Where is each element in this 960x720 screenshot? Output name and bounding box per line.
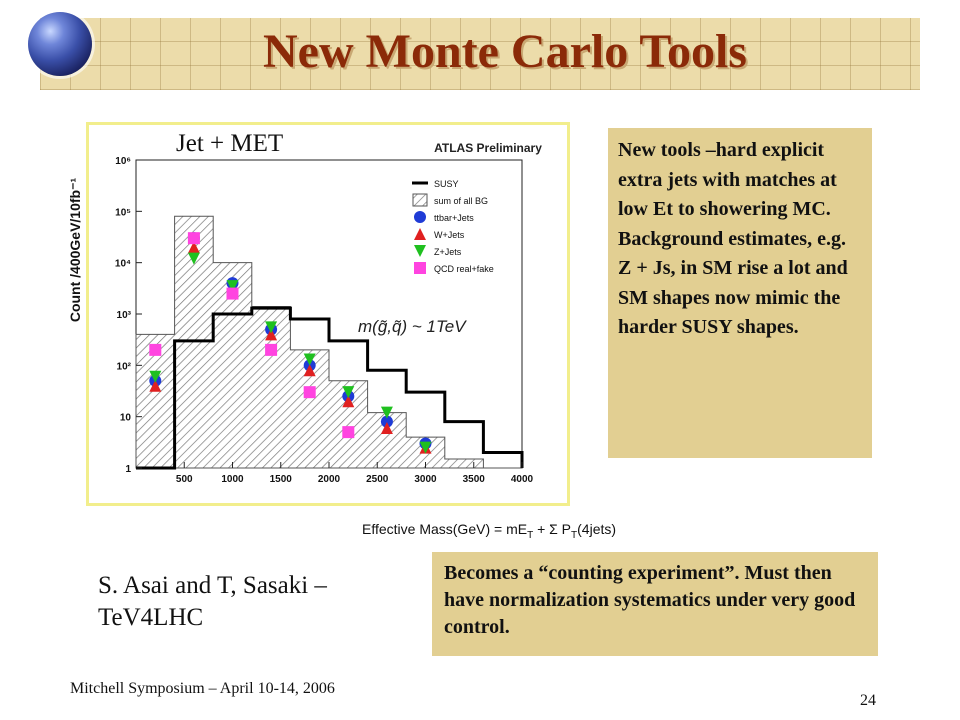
x-tick-label: 3500: [462, 474, 485, 485]
x-axis-label-part: T: [527, 530, 534, 541]
credit-text: S. Asai and T, Sasaki – TeV4LHC: [98, 572, 327, 631]
legend-swatch-bg: [413, 194, 427, 206]
footer-text: Mitchell Symposium – April 10-14, 2006: [70, 680, 335, 697]
x-tick-label: 2500: [366, 474, 389, 485]
legend-label: Z+Jets: [434, 247, 462, 257]
y-tick-label: 10²: [116, 361, 131, 373]
mass-annotation: m(g̃,q̃) ~ 1TeV: [358, 317, 466, 336]
y-axis-label: Count /400GeV/10fb⁻¹: [67, 177, 83, 323]
y-tick-label: 10³: [116, 310, 131, 321]
y-tick-label: 10⁵: [115, 207, 131, 219]
point-qcd-real-fake-0: [149, 344, 161, 356]
jet-met-label: Jet + MET: [176, 130, 284, 157]
slide-title: New Monte Carlo Tools: [263, 25, 747, 78]
point-qcd-real-fake-1: [188, 232, 200, 244]
x-tick-label: 1000: [221, 474, 244, 485]
new-tools-textbox: New tools –hard explicit extra jets with matches at low Et to showering MC. Background estimates, e.g. Z + Js, in SM rise a lot and SM shapes now mimic the harder SUSY shapes.: [608, 128, 872, 458]
x-axis-label-part: (4jets): [577, 521, 617, 537]
legend-label: QCD real+fake: [434, 264, 494, 274]
x-tick-label: 500: [175, 474, 193, 485]
x-axis-label: [362, 521, 616, 541]
x-axis-label-part: + Σ P: [533, 521, 572, 537]
page-number: 24: [860, 692, 876, 709]
x-tick-label: 2000: [317, 474, 341, 485]
x-axis-label-part: T: [571, 530, 578, 541]
legend-label: sum of all BG: [434, 196, 489, 206]
point-qcd-real-fake-5: [342, 426, 354, 438]
legend-swatch-z-jets: [414, 245, 426, 257]
legend-swatch-ttbar-jets: [414, 211, 426, 223]
point-qcd-real-fake-4: [304, 386, 316, 398]
y-tick-label: 1: [125, 464, 131, 475]
legend-swatch-w-jets: [414, 228, 426, 240]
x-tick-label: 1500: [269, 474, 292, 485]
legend-swatch-qcd-real-fake: [414, 262, 426, 274]
x-axis-label-part: Effective Mass(GeV) = mE: [362, 521, 528, 537]
legend-label: W+Jets: [434, 230, 465, 240]
chart-title: ATLAS Preliminary: [434, 141, 542, 155]
y-tick-label: 10⁴: [114, 258, 131, 270]
legend-label: SUSY: [434, 179, 459, 189]
point-qcd-real-fake-3: [265, 344, 277, 356]
y-tick-label: 10: [119, 412, 131, 424]
x-tick-label: 4000: [510, 474, 534, 485]
legend-label: ttbar+Jets: [434, 213, 474, 223]
y-tick-label: 10⁶: [115, 156, 131, 167]
point-qcd-real-fake-2: [227, 288, 239, 300]
x-tick-label: 3000: [414, 474, 437, 485]
counting-experiment-textbox: Becomes a “counting experiment”. Must then have normalization systematics under very good control.: [432, 552, 878, 656]
